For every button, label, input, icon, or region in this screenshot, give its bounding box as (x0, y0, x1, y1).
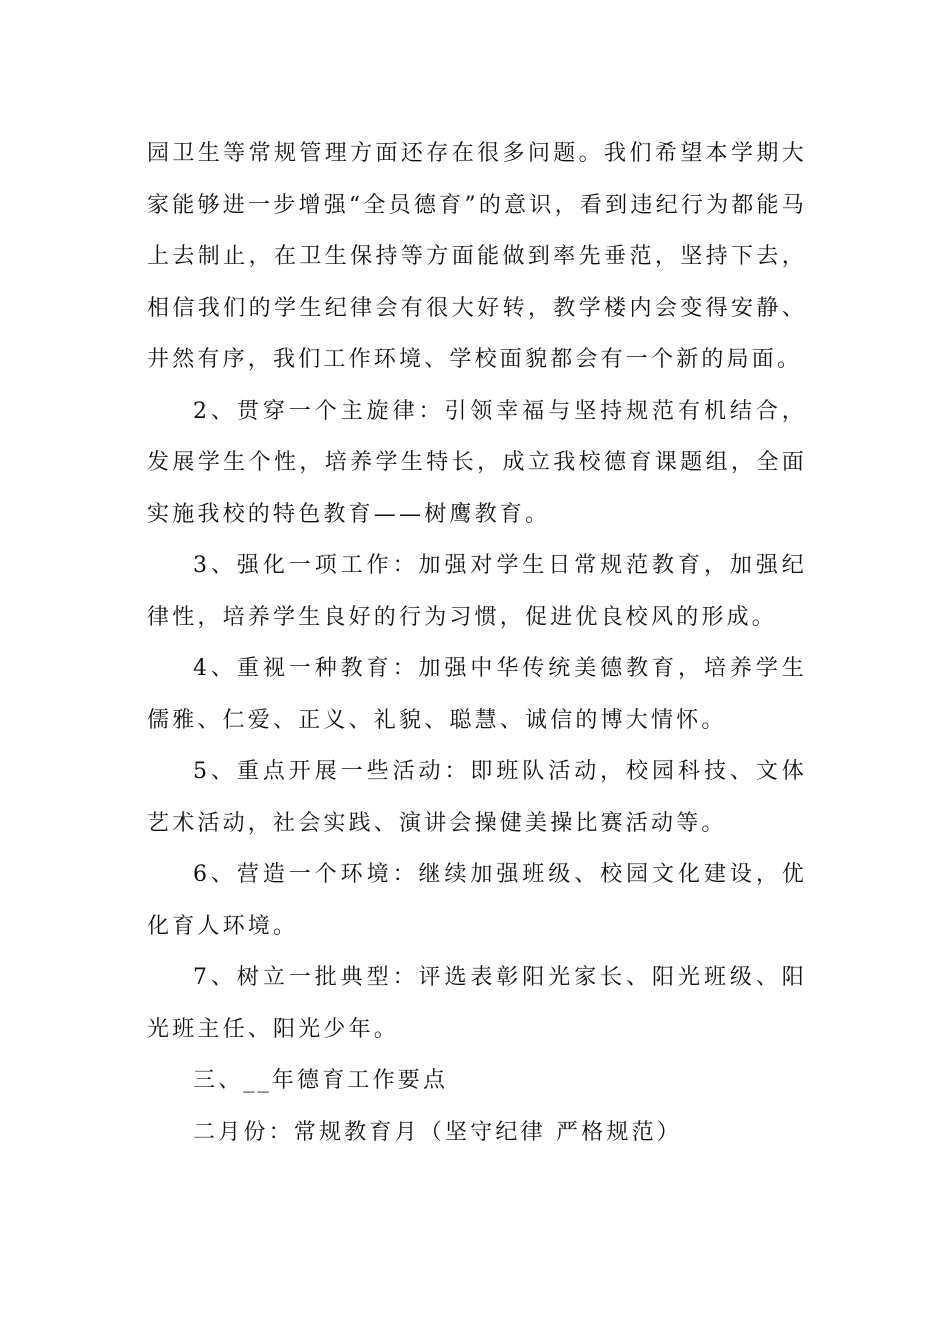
paragraph-item-4: 4、重视一种教育：加强中华传统美德教育，培养学生儒雅、仁爱、正义、礼貌、聪慧、诚信的博大情怀。 (147, 656, 807, 733)
paragraph-item-6: 6、营造一个环境：继续加强班级、校园文化建设，优化育人环境。 (147, 862, 807, 939)
paragraph-continued-intro: 园卫生等常规管理方面还存在很多问题。我们希望本学期大家能够进一步增强“全员德育”的意识，看到违纪行为都能马上去制止，在卫生保持等方面能做到率先垂范，坚持下去，相信我们的学生纪律会有很大好转，教学楼内会变得安静、井然有序，我们工作环境、学校面貌都会有一个新的局面。 (147, 141, 807, 372)
paragraph-item-3: 3、强化一项工作：加强对学生日常规范教育，加强纪律性，培养学生良好的行为习惯，促进优良校风的形成。 (147, 553, 807, 630)
section-heading-3: 三、__年德育工作要点 (193, 1068, 449, 1093)
paragraph-item-5: 5、重点开展一些活动：即班队活动，校园科技、文体艺术活动，社会实践、演讲会操健美操比赛活动等。 (147, 759, 807, 836)
paragraph-item-7: 7、树立一批典型：评选表彰阳光家长、阳光班级、阳光班主任、阳光少年。 (147, 965, 807, 1042)
paragraph-february: 二月份：常规教育月（坚守纪律 严格规范） (193, 1119, 682, 1145)
document-body (147, 128, 807, 1158)
paragraph-item-2: 2、贯穿一个主旋律：引领幸福与坚持规范有机结合，发展学生个性，培养学生特长，成立我校德育课题组，全面实施我校的特色教育——树鹰教育。 (147, 398, 807, 527)
